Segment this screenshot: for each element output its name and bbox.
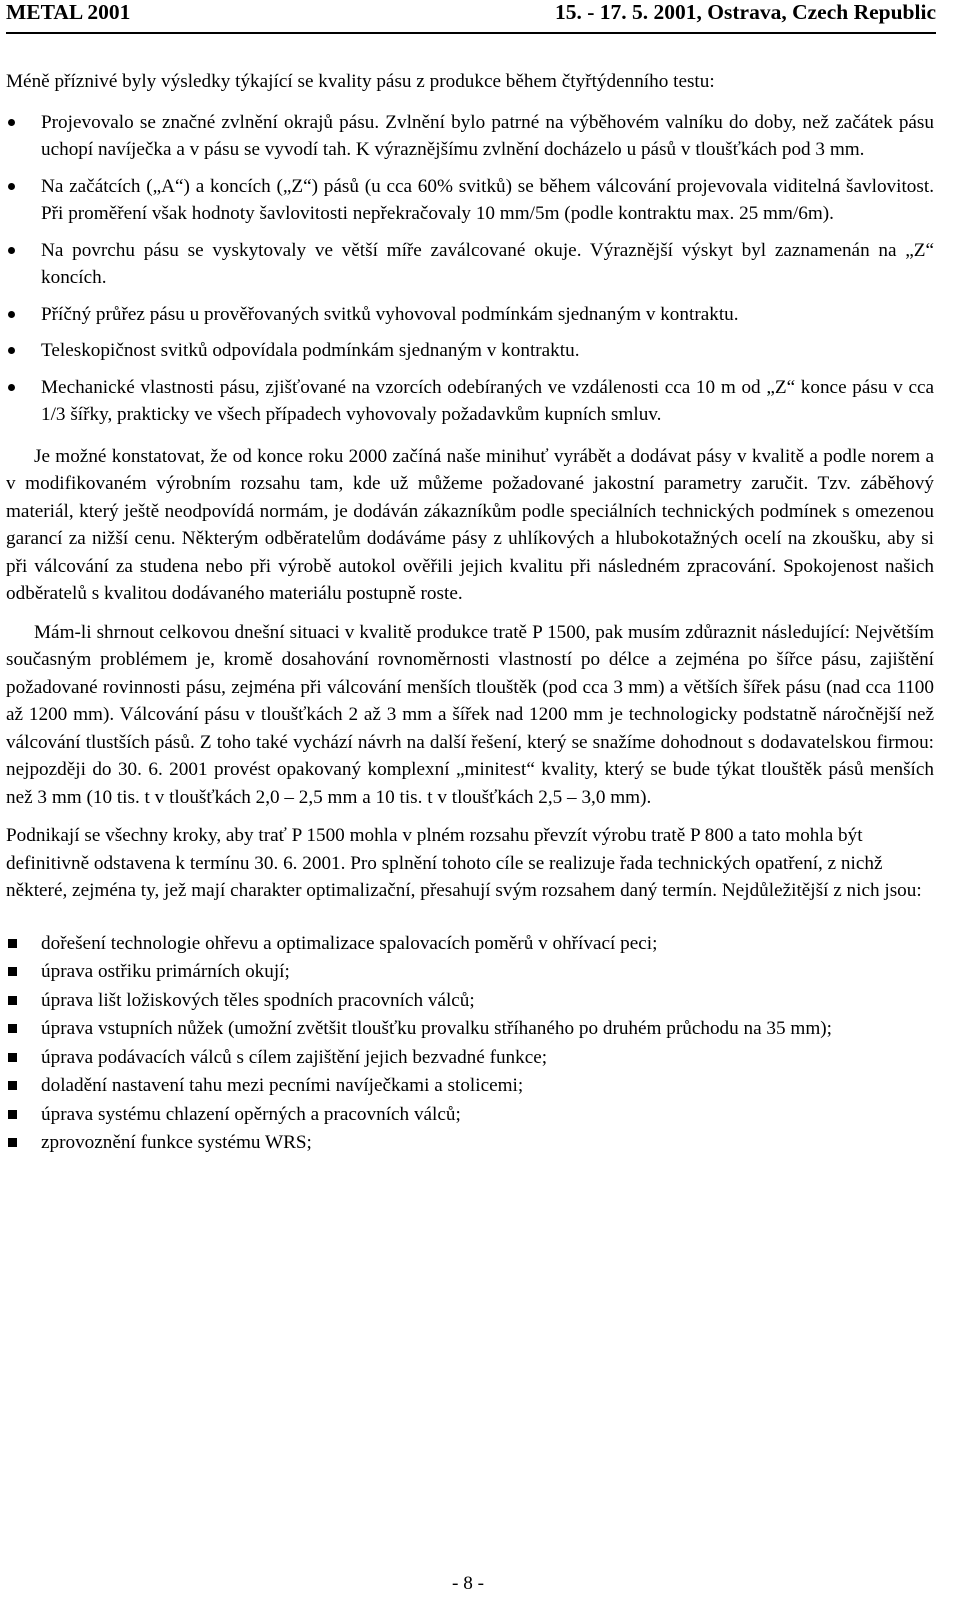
paragraph-summary: Mám-li shrnout celkovou dnešní situaci v kvalitě produkce tratě P 1500, pak musím zdůraznit následující: Největším současným problémem je, kromě dosahování rovnoměrnosti vlastností po délce a zejména po šířce pásu, zajištění požadované rovinnosti pásu, zejména při válcování menších tlouštěk (pod cca 3 mm) a větších šířek pásu (nad cca 1100 až 1200 mm). Válcování pásu v tloušťkách 2 až 3 mm a šířek nad 1200 mm je technologicky podstatně náročnější než válcování tlustších pásů. Z toho také vychází návrh na další řešení, který se snažíme dohodnout s dodavatelskou firmou: nejpozději do 30. 6. 2001 provést opakovaný komplexní „minitest“ kvality, který se bude týkat tlouštěk pásů menších než 3 mm (10 tis. t v tloušťkách 2,0 – 2,5 mm a 10 tis. t v tloušťkách 2,5 – 3,0 mm).: [6, 621, 934, 808]
list-item: úprava ostřiku primárních okují;: [6, 959, 934, 986]
header-conference: METAL 2001: [6, 0, 131, 24]
list-item: doladění nastavení tahu mezi pecními navíječkami a stolicemi;: [6, 1073, 934, 1100]
test-results-list: [6, 109, 934, 429]
intro-paragraph: Méně příznivé byly výsledky týkající se kvality pásu z produkce během čtyřtýdenního testu:: [6, 71, 715, 92]
page-content: [6, 68, 934, 1159]
list-item: úprava systému chlazení opěrných a pracovních válců;: [6, 1102, 934, 1129]
measures-list: [6, 931, 934, 1157]
list-item: úprava vstupních nůžek (umožní zvětšit tloušťku provalku stříhaného po druhém průchodu na 35 mm);: [6, 1016, 934, 1043]
list-item: Teleskopičnost svitků odpovídala podmínkám sjednaným v kontraktu.: [6, 337, 934, 365]
list-item: Na začátcích („A“) a koncích („Z“) pásů (u cca 60% svitků) se během válcování projevovala viditelná šavlovitost. Při proměření však hodnoty šavlovitosti nepřekračovaly 10 mm/5m (podle kontraktu max. 25 mm/6m).: [6, 173, 934, 228]
list-item: úprava lišt ložiskových těles spodních pracovních válců;: [6, 988, 934, 1015]
header-date-place: 15. - 17. 5. 2001, Ostrava, Czech Republic: [555, 0, 936, 24]
paragraph-measures-intro: Podnikají se všechny kroky, aby trať P 1500 mohla v plném rozsahu převzít výrobu tratě P 800 a tato mohla být definitivně odstavena k termínu 30. 6. 2001. Pro splnění tohoto cíle se realizuje řada technických opatření, z nichž některé, zejména ty, jež mají charakter optimalizační, přesahují svým rozsahem daný termín. Nejdůležitější z nich jsou:: [6, 825, 922, 901]
paragraph-quality-conclusion: Je možné konstatovat, že od konce roku 2000 začíná naše minihuť vyrábět a dodávat pásy v kvalitě a podle norem a v modifikovaném výrobním rozsahu tam, kde už můžeme požadované jakostní parametry zaručit. Tzv. záběhový materiál, který ještě neodpovídá normám, je dodáván zákazníkům podle speciálních technických podmínek s omezenou garancí za nižší cenu. Některým odběratelům dodáváme pásy z uhlíkových a hlubokotažných ocelí na zkoušku, aby si při válcování za studena nebo při výrobě autokol ověřili jejich kvalitu při následném zpracování. Spokojenost našich odběratelů s kvalitou dodávaného materiálu postupně roste.: [6, 445, 934, 604]
list-item: zprovoznění funkce systému WRS;: [6, 1130, 934, 1157]
list-item: dořešení technologie ohřevu a optimalizace spalovacích poměrů v ohřívací peci;: [6, 931, 934, 958]
list-item: Projevovalo se značné zvlnění okrajů pásu. Zvlnění bylo patrné na výběhovém valníku do doby, než začátek pásu uchopí navíječka a v pásu se vyvodí tah. K výraznějšímu zvlnění docházelo u pásů v tloušťkách pod 3 mm.: [6, 109, 934, 164]
page-number: - 8 -: [452, 1573, 484, 1594]
list-item: Mechanické vlastnosti pásu, zjišťované na vzorcích odebíraných ve vzdálenosti cca 10 m od „Z“ konce pásu v cca 1/3 šířky, prakticky ve všech případech vyhovovaly požadavkům kupních smluv.: [6, 374, 934, 429]
list-item: úprava podávacích válců s cílem zajištění jejich bezvadné funkce;: [6, 1045, 934, 1072]
list-item: Na povrchu pásu se vyskytovaly ve větší míře zaválcované okuje. Výraznější výskyt byl zaznamenán na „Z“ koncích.: [6, 237, 934, 292]
page-header: [6, 0, 936, 34]
list-item: Příčný průřez pásu u prověřovaných svitků vyhovoval podmínkám sjednaným v kontraktu.: [6, 301, 934, 329]
